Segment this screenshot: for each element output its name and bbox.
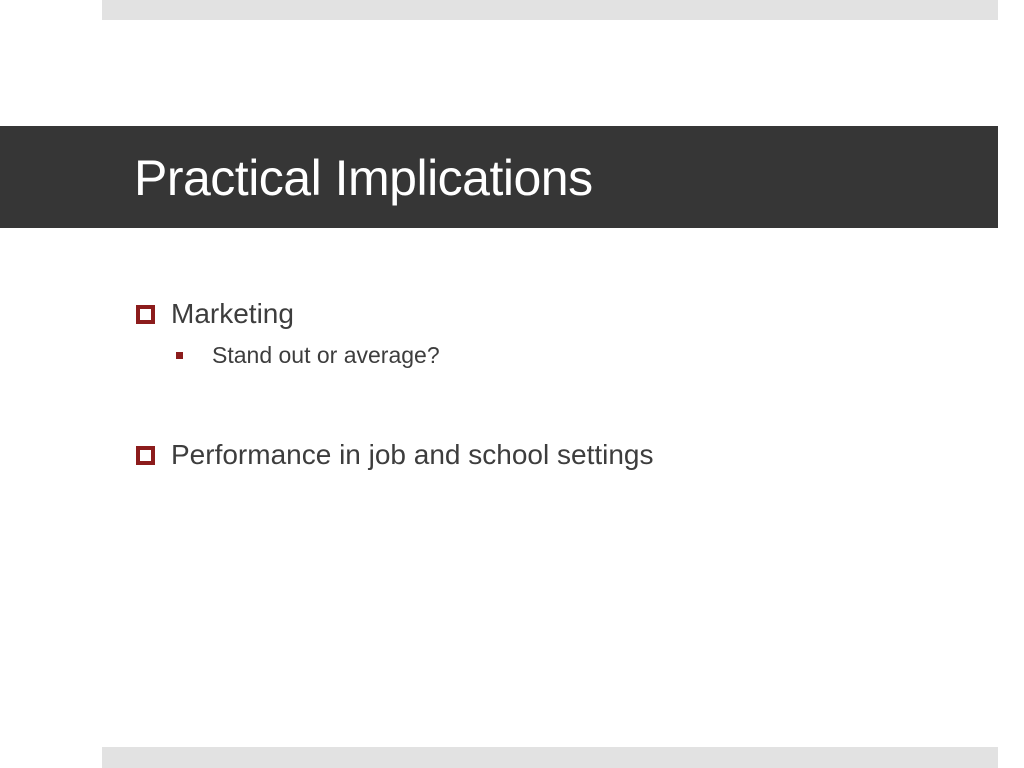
bottom-frame-bar: [102, 747, 998, 768]
hollow-square-bullet-icon: [136, 305, 155, 324]
sub-bullet-text: Stand out or average?: [212, 341, 440, 368]
slide-title: Practical Implications: [134, 150, 593, 206]
sub-bullet-item-stand-out: [176, 340, 440, 370]
filled-square-bullet-icon: [176, 352, 183, 359]
bullet-item-marketing: [136, 296, 294, 332]
bullet-text: Marketing: [171, 298, 294, 329]
bullet-item-performance: [136, 437, 654, 473]
top-frame-bar: [102, 0, 998, 20]
hollow-square-bullet-icon: [136, 446, 155, 465]
bullet-text: Performance in job and school settings: [171, 439, 654, 470]
